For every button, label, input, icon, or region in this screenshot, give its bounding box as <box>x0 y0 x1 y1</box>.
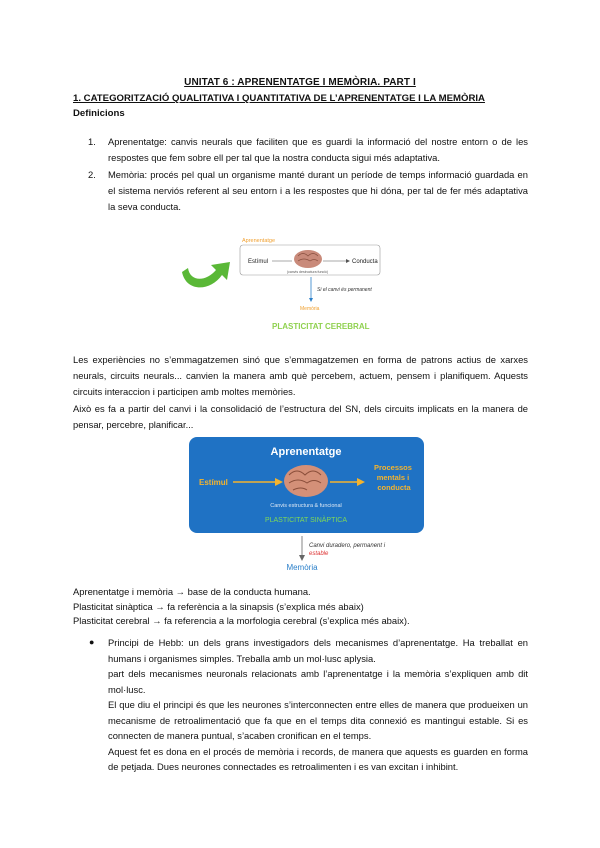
brain-icon <box>284 465 328 497</box>
green-arrow-icon <box>182 262 230 287</box>
figure2-processes: Processos mentals i conducta <box>373 463 412 492</box>
figure1-memory: Memòria <box>300 306 320 312</box>
figure1-arrowhead <box>346 259 350 263</box>
figure2-stimulus: Estímul <box>199 478 228 487</box>
hebb-bullet <box>88 635 528 775</box>
bullet-paragraph: El que diu el principi és que les neurones s’interconnecten entre elles de manera que produeixen un mecanisme de retroalimentació que fa que en el temps dita connexió es mantingui estable. Si es connecten de manera puntual, s’acaben cronifican en el temps. <box>108 699 528 741</box>
definitions-label: Definicions <box>73 108 125 119</box>
figure1-permanent: Si el canvi és permanent <box>317 287 372 293</box>
summary-line: Plasticitat cerebral → fa referencia a la morfologia cerebral (s’explica més abaix). <box>73 615 410 626</box>
bullet-paragraph: Aquest fet es dona en el procés de memòria i records, de manera que aquests es guarden en forma de petjada. Dues neurones connectades es retroalimenten i es van excitan i inhibint. <box>108 745 528 772</box>
figure2-small-text: Canvis estructura & funcional <box>270 503 342 509</box>
figure1-down-arrowhead <box>309 298 313 302</box>
figure1-caption: (canvis destructura funció) <box>287 270 329 274</box>
figure1-response: Conducta <box>352 259 378 265</box>
definition-text: Memòria: procés pel qual un organisme manté durant un període de temps informació guardada en el sistema nerviós referent al seu entorn i a les respostes que hi dóna, per tal de fer més adaptativa la seva conducta. <box>108 169 528 212</box>
figure2-plasticity: PLASTICITAT SINÀPTICA <box>264 517 348 524</box>
summary-line: Aprenentatge i memòria → base de la conducta humana. <box>73 586 311 597</box>
figure2-memory: Memòria <box>286 563 318 572</box>
page-title: UNITAT 6 : APRENENTATGE I MEMÒRIA. PART I <box>184 77 416 88</box>
bullet-first-paragraph <box>88 635 528 666</box>
bullet-icon: ● <box>89 637 95 647</box>
brain-icon <box>294 250 322 268</box>
learning-diagram-figure <box>180 232 410 337</box>
definition-number: 2. <box>88 169 96 180</box>
figure2-title: Aprenentatge <box>270 446 342 458</box>
bullet-text: Principi de Hebb: un dels grans investigadors dels mecanismes d’aprenentatge. Ha treballat en humans i organismes simples. Treballa amb un mol·lusc aplysia. <box>108 637 528 664</box>
figure2-permanent: Canvi duradero, permanent i estable <box>309 543 386 557</box>
figure1-label-top: Aprenentatge <box>242 238 276 244</box>
figure1-bottom-label: PLASTICITAT CEREBRAL <box>272 322 370 331</box>
section-heading: 1. CATEGORITZACIÓ QUALITATIVA I QUANTITATIVA DE L’APRENENTATGE I LA MEMÒRIA <box>73 93 485 104</box>
figure1-stimulus: Estímul <box>248 259 269 265</box>
definition-number: 1. <box>88 136 96 147</box>
paragraph-change: Això es fa a partir del canvi i la consolidació de l’estructura del SN, dels circuits implicats en la manera de pensar, percebre, planificar... <box>73 403 528 430</box>
definition-item <box>88 134 528 166</box>
synaptic-plasticity-figure <box>189 437 424 572</box>
bullet-paragraph: part dels mecanismes neuronals relacionats amb l’aprenentatge i la memòria s’expliquen amb dit mol·lusc. <box>108 668 528 695</box>
definition-text: Aprenentatge: canvis neurals que faciliten que es guardi la informació del nostre entorn o de les respostes que fem sobre ell per tal que la nostra conducta sigui més adaptativa. <box>108 136 528 163</box>
summary-line: Plasticitat sinàptica → fa referència a la sinapsis (s’explica més abaix) <box>73 600 364 612</box>
paragraph-experiences: Les experiències no s’emmagatzemen sinó que s’emmagatzemen en forma de patrons actius de xarxes neurals, circuits neurals... canvien la manera amb què percebem, actuem, pensem i planifiquem. Aquests circuits interaccion i participen amb moltes memòries. <box>73 354 528 397</box>
figure2-down-arrowhead <box>299 555 305 561</box>
summary-lines <box>73 585 528 629</box>
definitions-list <box>88 134 528 216</box>
definition-item <box>88 167 528 215</box>
